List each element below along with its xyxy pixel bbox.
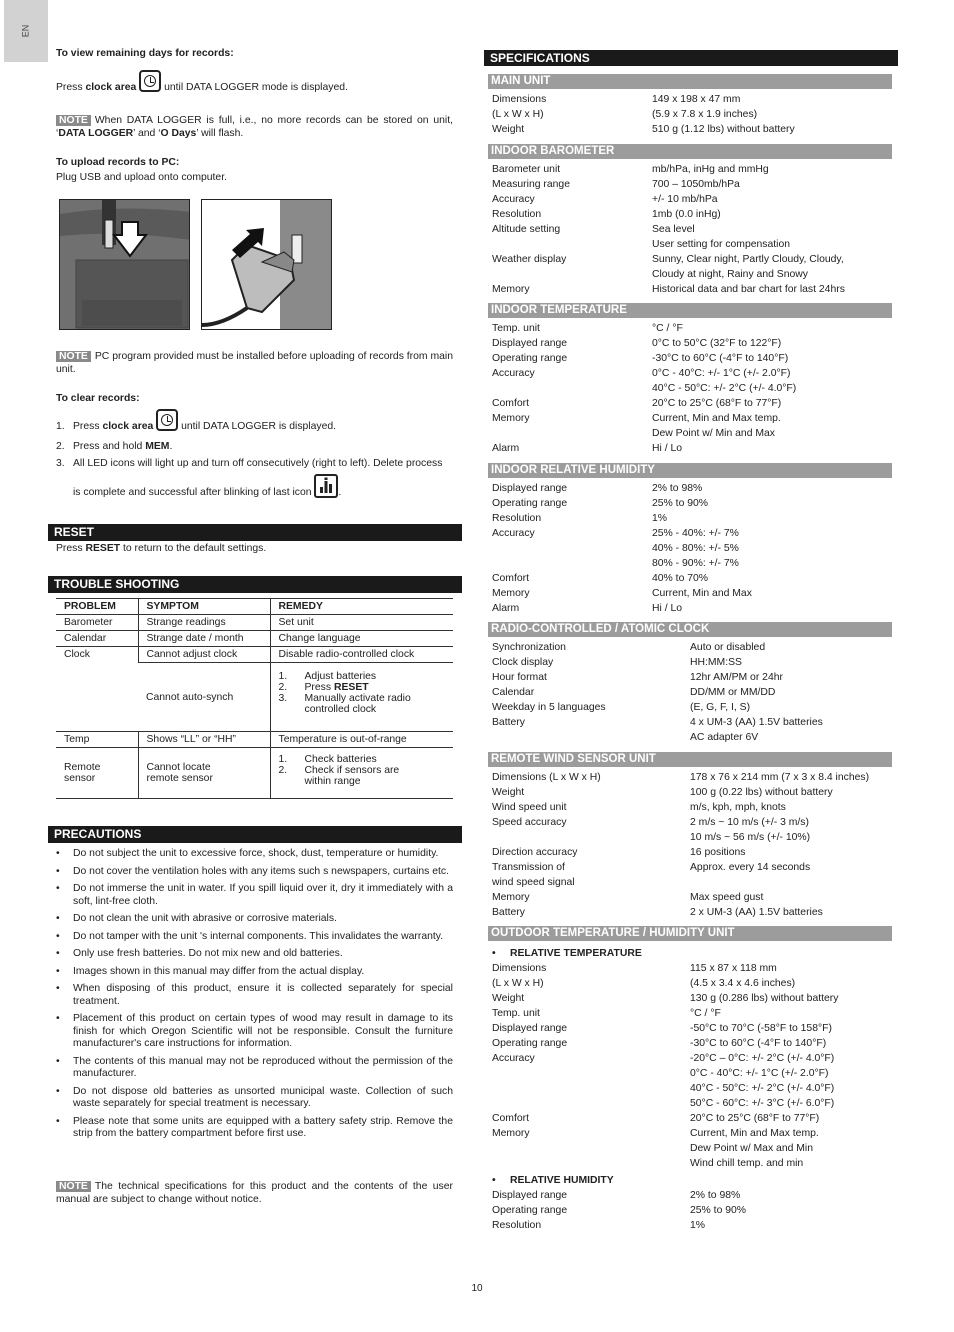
subheading-text: RELATIVE TEMPERATURE: [510, 948, 642, 959]
upload-heading: To upload records to PC:: [56, 157, 180, 168]
relative-temperature-subheading: [492, 948, 642, 959]
spec-label: Barometer unit: [492, 164, 561, 175]
spec-value: -50°C to 70°C (-58°F to 158°F): [690, 1023, 832, 1034]
step-number: 1.: [278, 671, 288, 682]
spec-label: Memory: [492, 284, 530, 295]
step-text: is complete and successful after blinking of last icon: [73, 486, 312, 498]
spec-section-wind-sensor-header: REMOTE WIND SENSOR UNIT: [488, 752, 892, 767]
view-records-heading: To view remaining days for records:: [56, 48, 234, 59]
spec-section-main-unit-header: MAIN UNIT: [488, 74, 892, 89]
note-badge: NOTE: [56, 351, 91, 362]
spec-value: m/s, kph, mph, knots: [690, 802, 786, 813]
spec-label: Operating range: [492, 498, 568, 509]
cell-text: Remote sensor: [64, 762, 101, 784]
spec-label: Memory: [492, 413, 530, 424]
precautions-header: PRECAUTIONS: [48, 826, 462, 843]
spec-label: Alarm: [492, 443, 520, 454]
spec-label: Calendar: [492, 687, 535, 698]
spec-label: Displayed range: [492, 1023, 568, 1034]
step-text: Press and hold: [73, 441, 146, 452]
list-item: • Do not subject the unit to excessive force, shock, dust, temperature or humidity.: [56, 848, 453, 861]
press-text: Press: [56, 81, 86, 93]
spec-value: 16 positions: [690, 847, 746, 858]
spec-value: HH:MM:SS: [690, 657, 742, 668]
spec-value: 12hr AM/PM or 24hr: [690, 672, 783, 683]
spec-value: 510 g (1.12 lbs) without battery: [652, 124, 795, 135]
spec-value: (4.5 x 3.4 x 4.6 inches): [690, 978, 796, 989]
cell-text: Cannot locate remote sensor: [146, 762, 213, 784]
spec-value: 25% - 40%: +/- 7%: [652, 528, 739, 539]
relative-humidity-subheading: [492, 1175, 614, 1186]
spec-value: 115 x 87 x 118 mm: [690, 963, 777, 974]
page-number: 10: [471, 1283, 483, 1294]
spec-label: Memory: [492, 588, 530, 599]
step-text: All LED icons will light up and turn off consecutively (right to left). Delete process: [73, 458, 443, 469]
note-badge: NOTE: [56, 115, 91, 126]
column-header: PROBLEM: [56, 599, 138, 615]
spec-label: Weekday in 5 languages: [492, 702, 606, 713]
spec-value: Sea level: [652, 224, 695, 235]
spec-value: 80% - 90%: +/- 7%: [652, 558, 739, 569]
step-text: until DATA LOGGER is displayed.: [181, 420, 337, 432]
spec-value: 130 g (0.286 lbs) without battery: [690, 993, 839, 1004]
spec-label: Dimensions: [492, 963, 547, 974]
list-item: • Do not clean the unit with abrasive or corrosive materials.: [56, 913, 453, 926]
remedy-text: Manually activate radio controlled clock: [304, 693, 411, 715]
spec-label: Speed accuracy: [492, 817, 567, 828]
note-text: The technical specifications for this product and the contents of the user manual are subject to change without notice.: [56, 1181, 453, 1205]
step-number: 2.: [56, 441, 65, 452]
spec-value: 40% - 80%: +/- 5%: [652, 543, 739, 554]
list-item: • Images shown in this manual may differ from the actual display.: [56, 966, 453, 979]
step-bold: clock area: [102, 420, 154, 432]
table-cell: Strange readings: [138, 615, 270, 631]
subheading-text: RELATIVE HUMIDITY: [510, 1175, 614, 1186]
spec-value: 10 m/s ~ 56 m/s (+/- 10%): [690, 832, 811, 843]
spec-label: Measuring range: [492, 179, 570, 190]
spec-label: Displayed range: [492, 1190, 568, 1201]
step-number: 3.: [278, 693, 288, 704]
list-item: • When disposing of this product, ensure it is collected separately for special treatment.: [56, 983, 453, 1008]
table-cell: Shows “LL” or “HH”: [138, 732, 270, 748]
reset-pre: Press: [56, 543, 86, 554]
spec-label: Wind speed unit: [492, 802, 567, 813]
spec-value: 1%: [652, 513, 668, 524]
spec-label: Transmission of: [492, 862, 565, 873]
step-number: 1.: [56, 420, 65, 432]
spec-value: 1mb (0.0 inHg): [652, 209, 721, 220]
list-item: • Do not dispose old batteries as unsorted municipal waste. Collection of such waste separately for special treatment is necessary.: [56, 1086, 453, 1111]
spec-value: 178 x 76 x 214 mm (7 x 3 x 8.4 inches): [690, 772, 870, 783]
spec-value: Max speed gust: [690, 892, 764, 903]
list-item: • Do not cover the ventilation holes with any items such s newspapers, curtains etc.: [56, 866, 453, 879]
spec-value: Current, Min and Max: [652, 588, 752, 599]
spec-value: 2% to 98%: [652, 483, 703, 494]
spec-section-indoor-humidity-header: INDOOR RELATIVE HUMIDITY: [488, 463, 892, 478]
spec-label: Resolution: [492, 209, 542, 220]
spec-label: Battery: [492, 907, 525, 918]
spec-label: (L x W x H): [492, 978, 544, 989]
spec-section-indoor-temperature-header: INDOOR TEMPERATURE: [488, 303, 892, 318]
spec-label: Resolution: [492, 1220, 542, 1231]
step-number: 2.: [278, 765, 288, 776]
table-cell: Disable radio-controlled clock: [270, 647, 453, 663]
spec-value: 40°C - 50°C: +/- 2°C (+/- 4.0°F): [690, 1083, 835, 1094]
specifications-header: SPECIFICATIONS: [484, 50, 898, 66]
spec-value: 700 – 1050mb/hPa: [652, 179, 740, 190]
spec-label: Accuracy: [492, 368, 535, 379]
spec-value: 4 x UM-3 (AA) 1.5V batteries: [690, 717, 823, 728]
spec-label: Operating range: [492, 1205, 568, 1216]
spec-label: wind speed signal: [492, 877, 575, 888]
spec-label: Operating range: [492, 353, 568, 364]
spec-value: 40°C - 50°C: +/- 2°C (+/- 4.0°F): [652, 383, 797, 394]
reset-post: to return to the default settings.: [120, 543, 267, 554]
spec-section-rc-clock-header: RADIO-CONTROLLED / ATOMIC CLOCK: [488, 622, 892, 637]
table-cell: Temp: [56, 732, 138, 748]
reset-header: RESET: [48, 524, 462, 541]
spec-label: Accuracy: [492, 528, 535, 539]
spec-value: 2 x UM-3 (AA) 1.5V batteries: [690, 907, 823, 918]
spec-value: Wind chill temp. and min: [690, 1158, 804, 1169]
note-badge: NOTE: [56, 1181, 91, 1192]
spec-value: Dew Point w/ Max and Min: [690, 1143, 814, 1154]
spec-label: Weather display: [492, 254, 567, 265]
spec-value: -30°C to 60°C (-4°F to 140°F): [652, 353, 789, 364]
spec-value: °C / °F: [690, 1008, 721, 1019]
spec-value: 20°C to 25°C (68°F to 77°F): [652, 398, 782, 409]
spec-value: Historical data and bar chart for last 24hrs: [652, 284, 845, 295]
step-text: Press: [73, 420, 103, 432]
table-cell: Cannot auto-synch: [146, 691, 234, 703]
spec-value: 1%: [690, 1220, 706, 1231]
spec-value: User setting for compensation: [652, 239, 791, 250]
step-number: 1.: [278, 754, 288, 765]
spec-value: mb/hPa, inHg and mmHg: [652, 164, 769, 175]
spec-value: Hi / Lo: [652, 603, 683, 614]
note-text: ’ and ‘: [133, 128, 161, 139]
list-item: • The contents of this manual may not be reproduced without the permission of the manufacturer.: [56, 1056, 453, 1081]
spec-value: (E, G, F, I, S): [690, 702, 751, 713]
spec-value: Current, Min and Max temp.: [652, 413, 781, 424]
spec-label: Comfort: [492, 1113, 529, 1124]
spec-value: 0°C - 40°C: +/- 1°C (+/- 2.0°F): [690, 1068, 829, 1079]
spec-label: Weight: [492, 124, 525, 135]
clear-heading: To clear records:: [56, 393, 140, 404]
note-text: ’ will flash.: [196, 128, 244, 139]
list-item: • Only use fresh batteries. Do not mix new and old batteries.: [56, 948, 453, 961]
spec-value: DD/MM or MM/DD: [690, 687, 776, 698]
language-tab-label: EN: [20, 24, 31, 38]
spec-value: 0°C to 50°C (32°F to 122°F): [652, 338, 782, 349]
column-header: REMEDY: [270, 599, 453, 615]
spec-value: Hi / Lo: [652, 443, 683, 454]
step-text: .: [169, 441, 173, 452]
spec-label: Temp. unit: [492, 323, 540, 334]
spec-value: -20°C – 0°C: +/- 2°C (+/- 4.0°F): [690, 1053, 835, 1064]
spec-value: 0°C - 40°C: +/- 1°C (+/- 2.0°F): [652, 368, 791, 379]
press-post-text: until DATA LOGGER mode is displayed.: [164, 81, 348, 93]
spec-label: Memory: [492, 1128, 530, 1139]
spec-label: Comfort: [492, 398, 529, 409]
spec-label: (L x W x H): [492, 109, 544, 120]
spec-value: 2 m/s ~ 10 m/s (+/- 3 m/s): [690, 817, 809, 828]
bullet-icon: •: [492, 1175, 496, 1186]
list-item: • Please note that some units are equipped with a battery safety strip. Remove the strip from the battery compartment before first use.: [56, 1116, 453, 1141]
spec-label: Memory: [492, 892, 530, 903]
table-cell: Temperature is out-of-range: [270, 732, 453, 748]
spec-section-indoor-barometer-header: INDOOR BAROMETER: [488, 144, 892, 159]
spec-label: Comfort: [492, 573, 529, 584]
bullet-icon: •: [492, 948, 496, 959]
spec-label: Displayed range: [492, 338, 568, 349]
spec-value: 40% to 70%: [652, 573, 709, 584]
spec-label: Displayed range: [492, 483, 568, 494]
spec-value: Approx. every 14 seconds: [690, 862, 811, 873]
remedy-text: Press: [304, 682, 334, 693]
table-cell: Clock: [56, 647, 138, 732]
spec-label: Accuracy: [492, 194, 535, 205]
spec-section-outdoor-unit-header: OUTDOOR TEMPERATURE / HUMIDITY UNIT: [488, 926, 892, 941]
note-text: When DATA LOGGER is full, i.e., no more records can be stored on unit, ‘: [56, 115, 453, 139]
spec-label: Weight: [492, 993, 525, 1004]
spec-value: 149 x 198 x 47 mm: [652, 94, 741, 105]
list-item: • Do not tamper with the unit 's internal components. This invalidates the warranty.: [56, 931, 453, 944]
spec-value: Cloudy at night, Rainy and Snowy: [652, 269, 808, 280]
remedy-bold: RESET: [333, 682, 369, 693]
note-bold: DATA LOGGER: [58, 128, 134, 139]
table-cell: Barometer: [56, 615, 138, 631]
spec-value: 25% to 90%: [690, 1205, 747, 1216]
note-text: PC program provided must be installed before uploading of records from main unit.: [56, 351, 453, 375]
spec-label: Accuracy: [492, 1053, 535, 1064]
spec-label: Temp. unit: [492, 1008, 540, 1019]
spec-label: Weight: [492, 787, 525, 798]
remedy-text: Check batteries: [304, 754, 377, 765]
list-item: • Do not immerse the unit in water. If you spill liquid over it, dry it immediately with a soft, lint-free cloth.: [56, 883, 453, 908]
table-cell: Calendar: [56, 631, 138, 647]
spec-label: Dimensions: [492, 94, 547, 105]
table-cell: Cannot adjust clock: [138, 647, 270, 663]
spec-label: Battery: [492, 717, 525, 728]
spec-value: 100 g (0.22 lbs) without battery: [690, 787, 833, 798]
spec-value: +/- 10 mb/hPa: [652, 194, 718, 205]
spec-value: 20°C to 25°C (68°F to 77°F): [690, 1113, 820, 1124]
remedy-text: Adjust batteries: [304, 671, 377, 682]
clock-area-text: clock area: [85, 81, 137, 93]
step-number: 3.: [56, 458, 65, 469]
remedy-text: Check if sensors are within range: [304, 765, 400, 787]
reset-bold: RESET: [85, 543, 121, 554]
spec-value: °C / °F: [652, 323, 683, 334]
spec-value: 2% to 98%: [690, 1190, 741, 1201]
note-bold: O Days: [160, 128, 197, 139]
spec-label: Direction accuracy: [492, 847, 578, 858]
spec-value: -30°C to 60°C (-4°F to 140°F): [690, 1038, 827, 1049]
spec-value: Sunny, Clear night, Partly Cloudy, Cloudy,: [652, 254, 844, 265]
spec-label: Clock display: [492, 657, 554, 668]
column-header: SYMPTOM: [138, 599, 270, 615]
spec-value: Auto or disabled: [690, 642, 766, 653]
spec-label: Altitude setting: [492, 224, 561, 235]
spec-label: Hour format: [492, 672, 547, 683]
spec-label: Resolution: [492, 513, 542, 524]
spec-label: Dimensions (L x W x H): [492, 772, 601, 783]
spec-label: Synchronization: [492, 642, 566, 653]
step-bold: MEM: [145, 441, 170, 452]
step-number: 2.: [278, 682, 288, 693]
spec-value: AC adapter 6V: [690, 732, 759, 743]
table-cell: Change language: [270, 631, 453, 647]
spec-label: Operating range: [492, 1038, 568, 1049]
spec-value: (5.9 x 7.8 x 1.9 inches): [652, 109, 758, 120]
spec-value: 25% to 90%: [652, 498, 709, 509]
table-cell: Strange date / month: [138, 631, 270, 647]
spec-value: 50°C - 60°C: +/- 3°C (+/- 6.0°F): [690, 1098, 835, 1109]
table-cell: Set unit: [270, 615, 453, 631]
spec-label: Alarm: [492, 603, 520, 614]
step-text: .: [338, 486, 342, 498]
troubleshooting-header: TROUBLE SHOOTING: [48, 576, 462, 593]
spec-value: Current, Min and Max temp.: [690, 1128, 819, 1139]
list-item: • Placement of this product on certain types of wood may result in damage to its finish for which Oregon Scientific will not be responsible. Consult the furniture manufacturer's care instructions for information.: [56, 1013, 453, 1051]
spec-value: Dew Point w/ Min and Max: [652, 428, 776, 439]
upload-text: Plug USB and upload onto computer.: [56, 172, 227, 183]
